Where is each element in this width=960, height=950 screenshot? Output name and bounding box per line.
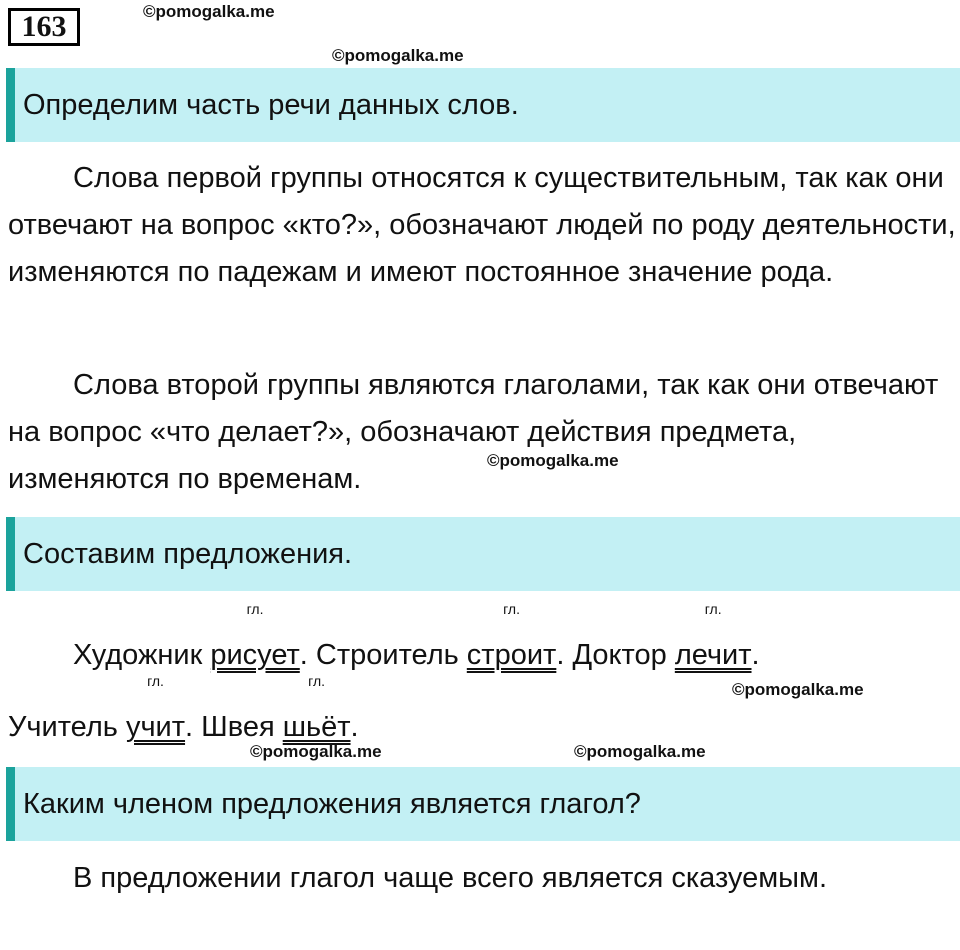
watermark: ©pomogalka.me: [574, 742, 706, 761]
watermark: ©pomogalka.me: [332, 46, 464, 65]
section-heading-verb-role: Каким членом предложения является глагол?: [6, 767, 960, 841]
verb-word: гл. учит: [125, 673, 186, 743]
watermark: ©pomogalka.me: [143, 2, 275, 21]
verb-mark: гл.: [147, 673, 164, 689]
paragraph-nouns: Слова первой группы относятся к существительным, так как они отвечают на вопрос «кто?», обозначают людей по роду деятельности, изменяются по падежам и имеют постоянное значение рода.: [8, 162, 956, 288]
watermark: ©pomogalka.me: [732, 680, 864, 699]
section-heading-sentences: Составим предложения.: [6, 517, 960, 591]
watermark: ©pomogalka.me: [250, 742, 382, 761]
verb-mark: гл.: [246, 601, 264, 617]
section-heading-part-of-speech: Определим часть речи данных слов.: [6, 68, 960, 142]
verb-mark: гл.: [704, 601, 722, 617]
task-number: 163: [8, 8, 80, 46]
sentence-line-1: Художник гл. рисует. Строитель гл. строит. Доктор гл. лечит.: [73, 601, 760, 671]
verb-word: гл. строит: [466, 601, 557, 671]
verb-word: гл. шьёт: [282, 673, 351, 743]
paragraph-verbs: Слова второй группы являются глаголами, так как они отвечают на вопрос «что делает?», обозначают действия предмета, изменяются по временам.: [8, 369, 939, 495]
verb-word: гл. рисует: [210, 601, 300, 671]
verb-word: гл. лечит: [674, 601, 752, 671]
verb-mark: гл.: [503, 601, 520, 617]
verb-mark: гл.: [308, 673, 326, 689]
watermark: ©pomogalka.me: [487, 451, 619, 470]
sentence-line-2: Учитель гл. учит. Швея гл. шьёт.: [8, 673, 359, 743]
paragraph-answer: В предложении глагол чаще всего является сказуемым.: [73, 862, 828, 894]
